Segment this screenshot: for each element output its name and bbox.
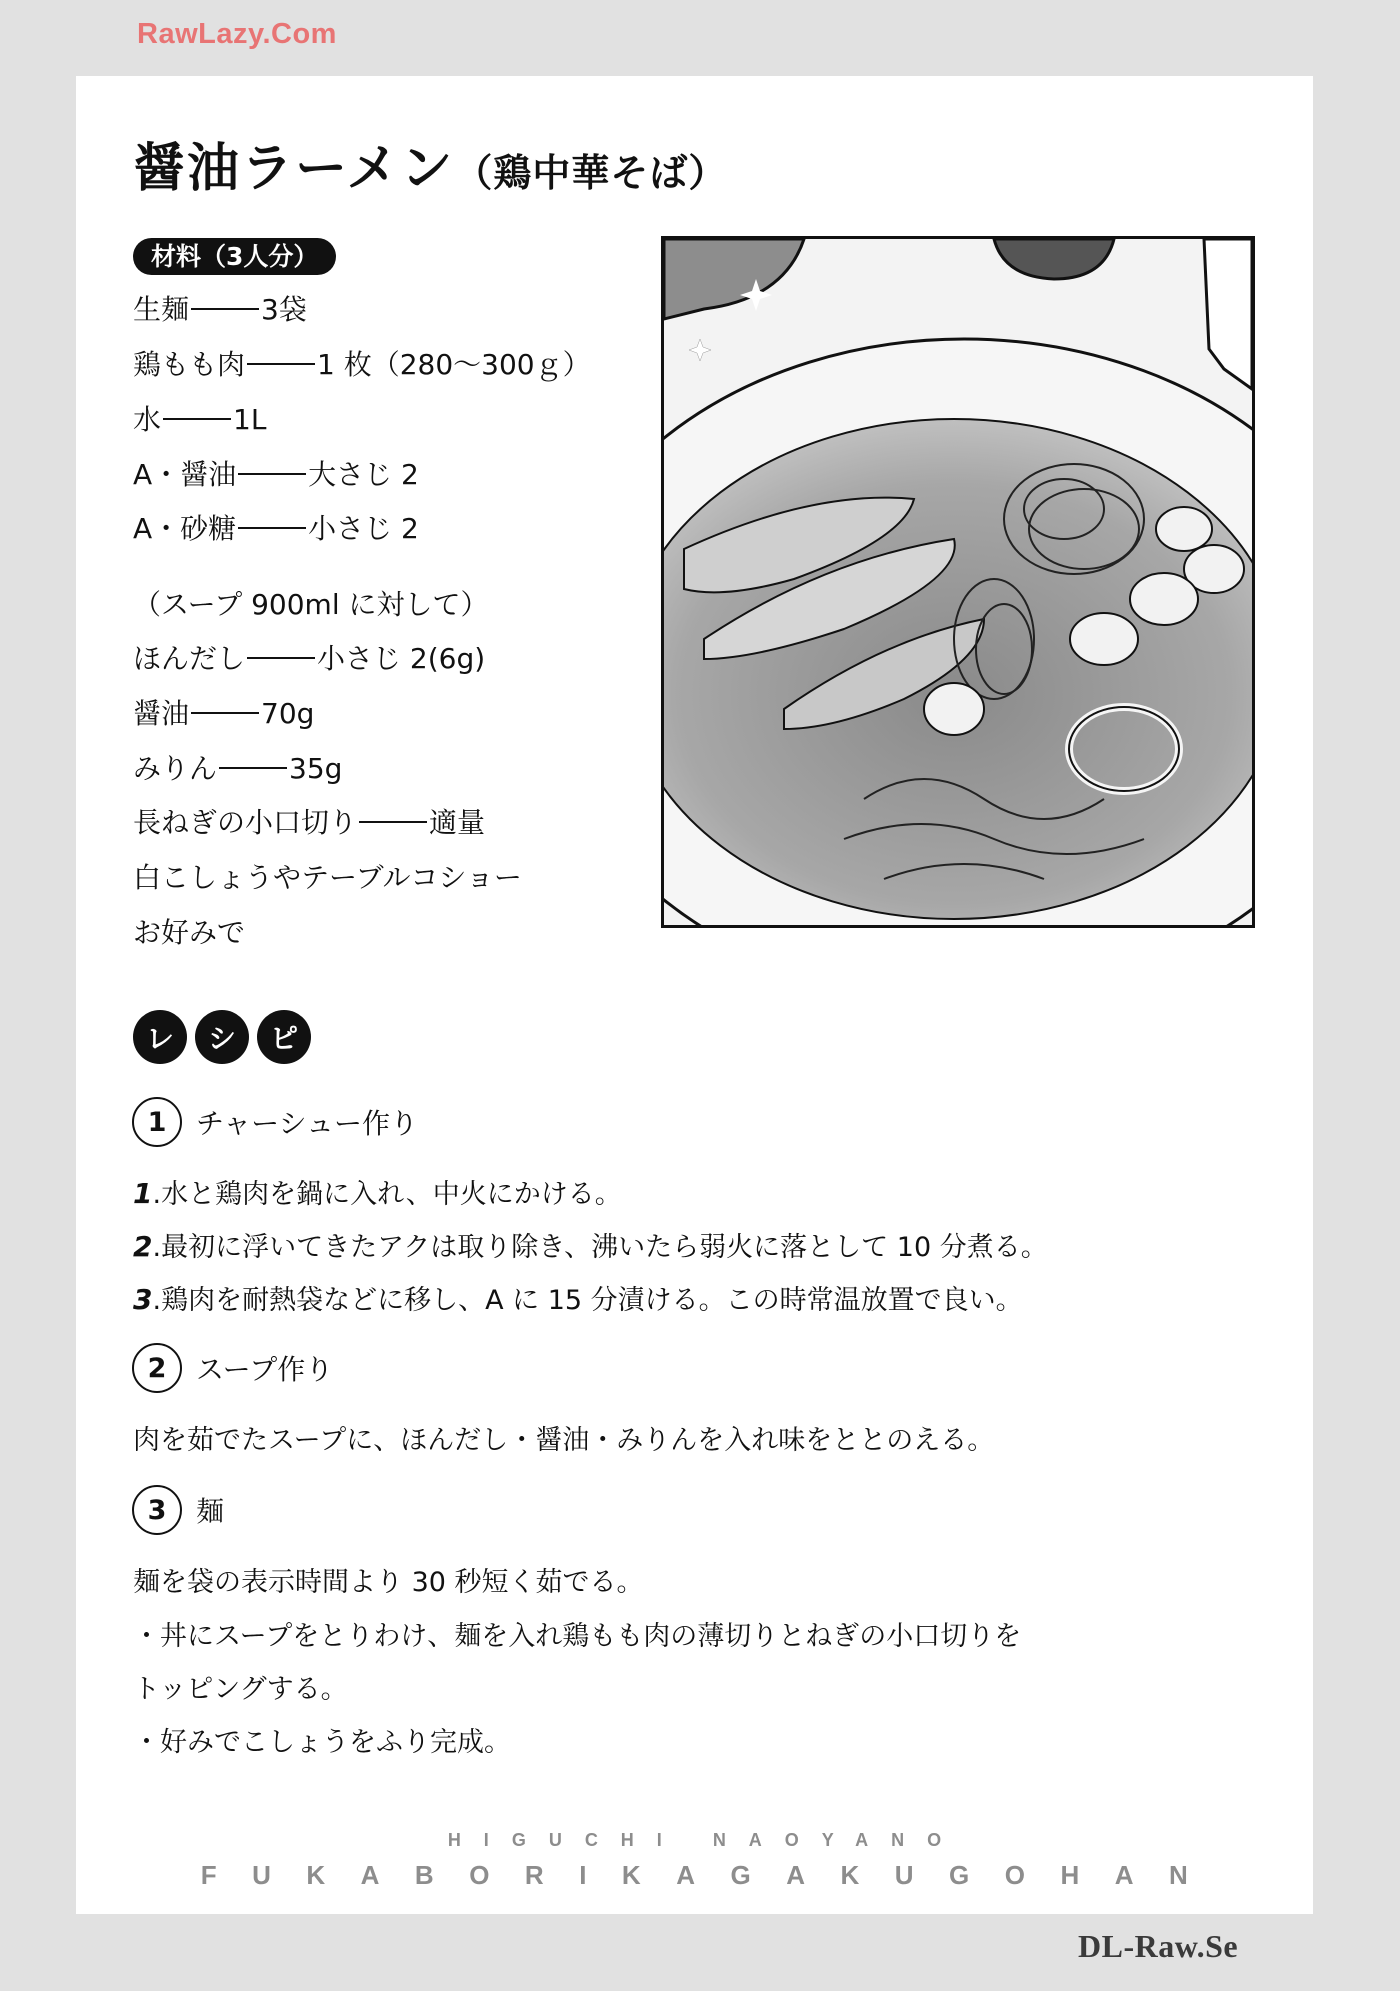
step-1-line: 1.水と鶏肉を鍋に入れ、中火にかける。 <box>133 1177 622 1210</box>
step-number-circle: 1 <box>132 1097 182 1147</box>
line-number: 1 <box>133 1177 153 1210</box>
ingredient-name: 長ねぎの小口切り <box>133 806 358 839</box>
ingredient-amount: 大さじ 2 <box>308 458 419 491</box>
ingredient-amount: 70g <box>261 697 315 730</box>
ingredient-amount: 適量 <box>429 806 486 839</box>
recipe-heading-char: シ <box>195 1010 249 1064</box>
soup-note: （スープ 900ml に対して） <box>133 588 489 621</box>
line-text: 鶏肉を耐熱袋などに移し、A に 15 分漬ける。この時常温放置で良い。 <box>161 1285 1023 1316</box>
ingredient-name: ほんだし <box>133 642 246 675</box>
ingredient-item <box>133 459 419 491</box>
step-2-heading <box>132 1343 333 1393</box>
title-main: 醤油ラーメン <box>133 139 455 199</box>
ingredient-amount: 1 枚（280～300ｇ） <box>317 348 591 381</box>
extra-note: お好みで <box>133 916 246 949</box>
ingredient-item <box>133 294 307 326</box>
ingredient-item <box>133 404 266 436</box>
extra-note: 白こしょうやテーブルコショー <box>133 861 522 894</box>
dash-divider <box>247 363 315 365</box>
credit-series: FUKABORIKAGAKUGOHAN <box>200 1860 1224 1890</box>
ingredient-amount: 小さじ 2(6g) <box>317 642 486 675</box>
ingredient-name: みりん <box>133 752 218 785</box>
ingredient-name: 水 <box>133 403 162 436</box>
step-3-line: 麺を袋の表示時間より 30 秒短く茹でる。 <box>133 1567 644 1598</box>
step-number-circle: 3 <box>132 1485 182 1535</box>
step-title: 麺 <box>196 1495 225 1528</box>
dash-divider <box>359 821 427 823</box>
recipe-heading <box>133 1010 311 1064</box>
step-title: チャーシュー作り <box>196 1107 419 1140</box>
ingredient-amount: 3袋 <box>261 293 307 326</box>
ingredient-name: A・砂糖 <box>133 512 237 545</box>
page-title <box>133 126 727 201</box>
credit-author: HIGUCHI NAOYANO <box>447 1830 965 1850</box>
ramen-illustration <box>661 236 1255 928</box>
step-3-line: トッピングする。 <box>133 1674 348 1705</box>
ingredient-item <box>133 349 591 381</box>
ingredient-name: A・醤油 <box>133 458 237 491</box>
dash-divider <box>238 527 306 529</box>
ingredients-badge: 材料（3人分） <box>133 238 336 275</box>
line-number: 3 <box>133 1283 153 1316</box>
ingredient-amount: 小さじ 2 <box>308 512 419 545</box>
recipe-heading-char: レ <box>133 1010 187 1064</box>
soup-ingredient-item <box>133 698 314 730</box>
step-3-line: ・好みでこしょうをふり完成。 <box>133 1727 511 1758</box>
step-2-line: 肉を茹でたスープに、ほんだし・醤油・みりんを入れ味をととのえる。 <box>133 1425 995 1456</box>
ramen-bowl-icon <box>664 239 1252 925</box>
step-title: スープ作り <box>196 1353 334 1386</box>
dash-divider <box>191 712 259 714</box>
recipe-page <box>76 76 1313 1914</box>
dash-divider <box>191 308 259 310</box>
ingredient-amount: 1L <box>233 403 267 436</box>
ingredient-name: 鶏もも肉 <box>133 348 246 381</box>
dash-divider <box>247 657 315 659</box>
ingredient-item <box>133 513 419 545</box>
step-3-heading <box>132 1485 224 1535</box>
step-3-line: ・丼にスープをとりわけ、麺を入れ鶏もも肉の薄切りとねぎの小口切りを <box>133 1621 1022 1652</box>
title-subtitle: （鶏中華そば） <box>454 151 728 195</box>
recipe-heading-char: ピ <box>257 1010 311 1064</box>
dash-divider <box>238 473 306 475</box>
ingredient-name: 生麺 <box>133 293 190 326</box>
ingredient-amount: 35g <box>289 752 343 785</box>
dash-divider <box>163 418 231 420</box>
dash-divider <box>219 767 287 769</box>
soup-ingredient-item <box>133 753 342 785</box>
line-text: 水と鶏肉を鍋に入れ、中火にかける。 <box>161 1179 622 1210</box>
step-1-line: 2.最初に浮いてきたアクは取り除き、沸いたら弱火に落として 10 分煮る。 <box>133 1230 1048 1263</box>
line-number: 2 <box>133 1230 153 1263</box>
watermark-bottom: DL-Raw.Se <box>1078 1928 1239 1964</box>
step-1-line: 3.鶏肉を耐熱袋などに移し、A に 15 分漬ける。この時常温放置で良い。 <box>133 1283 1023 1316</box>
step-1-heading <box>132 1097 418 1147</box>
soup-ingredient-item <box>133 807 485 839</box>
line-text: 最初に浮いてきたアクは取り除き、沸いたら弱火に落として 10 分煮る。 <box>161 1232 1048 1263</box>
ingredient-name: 醤油 <box>133 697 190 730</box>
step-number-circle: 2 <box>132 1343 182 1393</box>
watermark-top: RawLazy.Com <box>137 18 337 50</box>
soup-ingredient-item <box>133 643 485 675</box>
